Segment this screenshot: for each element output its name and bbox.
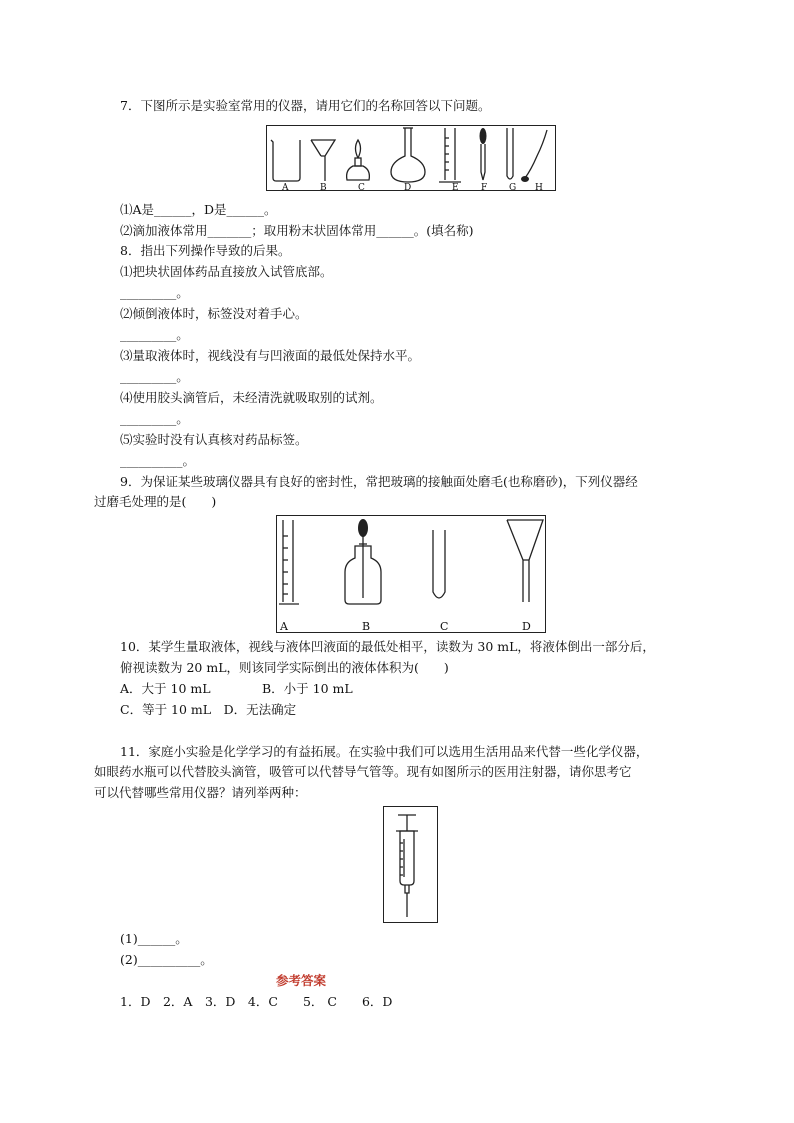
q7-title: 7．下图所示是实验室常用的仪器，请用它们的名称回答以下问题。 [120, 98, 491, 113]
q7-label-f: F [481, 183, 488, 193]
funnel-icon [507, 520, 543, 602]
q8-blank-2: _________。 [120, 327, 189, 342]
q7-label-h: H [535, 183, 543, 193]
q10-option-cd: C．等于 10 mL D．无法确定 [120, 702, 297, 717]
funnel-icon [311, 140, 335, 181]
q7-label-g: G [509, 183, 517, 193]
q11-answer-1: (1)______。 [120, 931, 188, 946]
dropper-bottle-icon [345, 536, 381, 604]
q11-line3: 可以代替哪些常用仪器？请列举两种： [94, 785, 307, 800]
q10-line2: 俯视读数为 20 mL，则该同学实际倒出的液体体积为( ) [120, 660, 449, 675]
q9-figure-glassware [276, 515, 546, 633]
q10-option-a: A．大于 10 mL [120, 681, 211, 696]
answer-key-title: 参考答案 [276, 973, 327, 988]
q11-figure-syringe [383, 806, 438, 923]
q7-label-b: B [320, 183, 327, 193]
q9-line1: 9．为保证某些玻璃仪器具有良好的密封性，常把玻璃的接触面处磨毛(也称磨砂)，下列仪器经 [120, 474, 638, 489]
q7-part2: ⑵滴加液体常用_______；取用粉末状固体常用______。(填名称) [120, 223, 474, 238]
q8-title: 8．指出下列操作导致的后果。 [120, 243, 291, 258]
q7-part1: ⑴A是______，D是______。 [120, 202, 277, 217]
q10-line1: 10．某学生量取液体，视线与液体凹液面的最低处相平，读数为 30 mL，将液体倒出一部分后， [120, 639, 655, 654]
q9-label-c: C [440, 620, 449, 633]
dropper-icon [481, 144, 485, 180]
q8-blank-1: _________。 [120, 285, 189, 300]
q10-option-b: B．小于 10 mL [262, 681, 353, 696]
q7-label-c: C [358, 183, 365, 193]
q9-label-a: A [280, 620, 288, 633]
glassware-drawing [277, 516, 544, 631]
q9-label-b: B [362, 620, 371, 633]
q8-item-2: ⑵倾倒液体时，标签没对着手心。 [120, 306, 308, 321]
q8-item-4: ⑷使用胶头滴管后，未经清洗就吸取别的试剂。 [120, 390, 383, 405]
syringe-icon [384, 807, 436, 921]
q11-line2: 如眼药水瓶可以代替胶头滴管，吸管可以代替导气管等。现有如图所示的医用注射器，请你思考它 [94, 764, 632, 779]
q8-blank-4: _________。 [120, 411, 189, 426]
test-tube-icon [507, 128, 513, 179]
q8-item-1: ⑴把块状固体药品直接放入试管底部。 [120, 264, 333, 279]
q7-label-d: D [404, 183, 412, 193]
q11-answer-2: (2)__________。 [120, 952, 213, 967]
q9-line2: 过磨毛处理的是( ) [94, 494, 217, 509]
q11-line1: 11．家庭小实验是化学学习的有益拓展。在实验中我们可以选用生活用品来代替一些化学仪器， [120, 744, 649, 759]
volumetric-flask-icon [391, 128, 425, 182]
alcohol-lamp-icon [347, 140, 370, 180]
q8-blank-3: _________。 [120, 369, 189, 384]
spatula-icon [525, 130, 547, 178]
answer-key-list: 1．D 2．A 3．D 4．C 5． C 6．D [120, 994, 393, 1009]
q7-label-a: A [282, 183, 289, 193]
q7-label-e: E [452, 183, 459, 193]
q8-item-5: ⑸实验时没有认真核对药品标签。 [120, 432, 308, 447]
beaker-icon [271, 140, 300, 181]
q8-item-3: ⑶量取液体时，视线没有与凹液面的最低处保持水平。 [120, 348, 421, 363]
test-tube-icon [433, 530, 445, 598]
q8-blank-5: __________。 [120, 453, 196, 468]
graduated-cylinder-icon [439, 128, 461, 182]
graduated-cylinder-icon [279, 520, 299, 604]
q9-label-d: D [522, 620, 531, 633]
